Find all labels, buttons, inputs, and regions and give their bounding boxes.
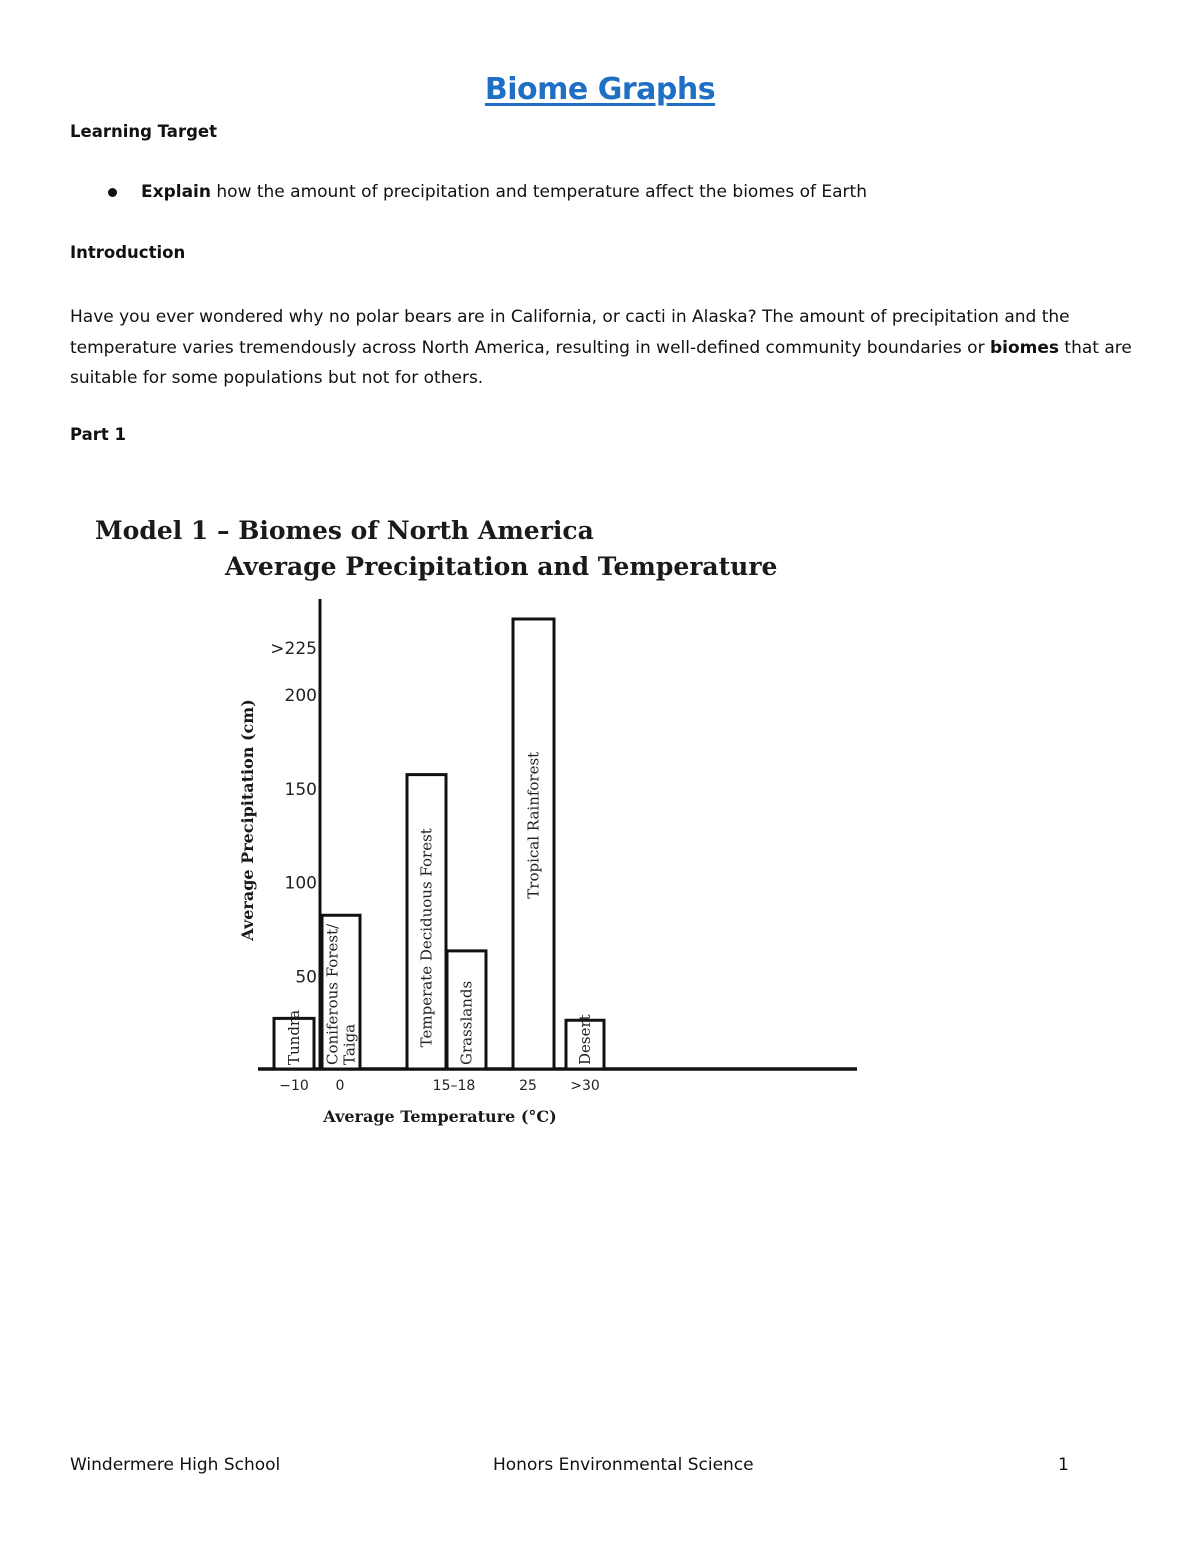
footer-page-number: 1 [1058, 1455, 1069, 1475]
x-tick-label: 0 [335, 1078, 345, 1094]
bar-label: Temperate Deciduous Forest [417, 828, 436, 1048]
introduction-heading: Introduction [70, 243, 186, 262]
y-tick-label: 200 [284, 686, 317, 706]
intro-text-part2: that are suitable for some populations but not for others. [70, 337, 1132, 388]
chart-title: Model 1 – Biomes of North America [95, 516, 594, 545]
bars [274, 619, 604, 1069]
y-axis-label: Average Precipitation (cm) [238, 699, 257, 941]
bar-label: Desert [576, 1014, 594, 1065]
y-tick-label: 50 [295, 967, 317, 988]
biome-chart [80, 500, 880, 1150]
y-tick-label: 150 [284, 779, 317, 800]
y-tick-label: 100 [284, 873, 317, 894]
part-heading: Part 1 [70, 425, 127, 444]
bar-label: Tundra [285, 1009, 303, 1065]
bullet-text [141, 182, 867, 202]
bullet-rest: how the amount of precipitation and temperature affect the biomes of Earth [210, 182, 867, 202]
document-title: Biome Graphs [484, 72, 716, 107]
learning-target-heading: Learning Target [70, 122, 217, 141]
x-axis-ticks [279, 1078, 600, 1094]
bullet-bold-word: Explain [141, 182, 211, 202]
x-tick-label: −10 [279, 1078, 309, 1094]
bar-label: Grasslands [457, 980, 476, 1065]
bar-label: Taiga [340, 1023, 359, 1065]
chart-subtitle: Average Precipitation and Temperature [225, 552, 778, 581]
biome-chart-svg [80, 500, 880, 1150]
x-axis-label: Average Temperature (°C) [323, 1107, 557, 1126]
intro-bold-word: biomes [989, 337, 1060, 358]
introduction-paragraph [70, 302, 1140, 394]
footer-course: Honors Environmental Science [493, 1455, 754, 1475]
bullet-dot-icon [108, 188, 117, 197]
y-tick-label: >225 [270, 639, 317, 660]
bar-label: Tropical Rainforest [524, 751, 543, 899]
learning-target-bullet [100, 182, 867, 202]
intro-text-part1: Have you ever wondered why no polar bears are in California, or cacti in Alaska? The amount of precipitation and the temperature varies tremendously across North America, resulting in well-defined community boundaries or [70, 307, 1070, 358]
footer-school: Windermere High School [70, 1455, 281, 1475]
x-tick-label: >30 [570, 1078, 600, 1094]
x-tick-label: 25 [519, 1078, 537, 1094]
x-tick-label: 15–18 [432, 1078, 476, 1094]
bar-label: Coniferous Forest/ [323, 923, 342, 1065]
